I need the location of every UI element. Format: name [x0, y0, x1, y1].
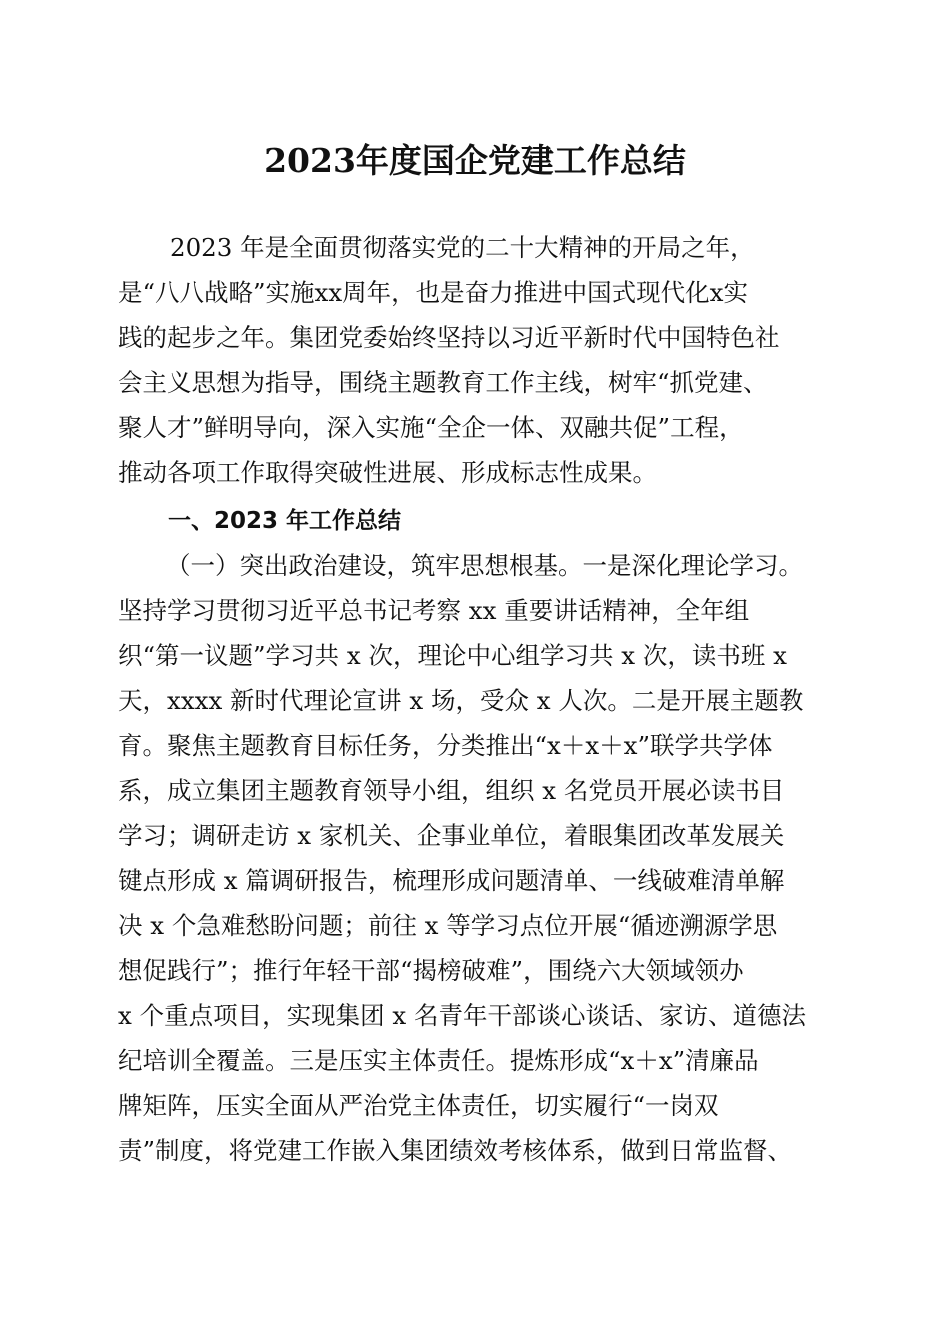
paragraph-1-line-4: 会主义思想为指导，围绕主题教育工作主线，树牢“抓党建、 — [118, 368, 768, 397]
paragraph-2-line-9: 决 x 个急难愁盼问题；前往 x 等学习点位开展“循迹溯源学思 — [118, 911, 778, 940]
paragraph-2-line-11: x 个重点项目，实现集团 x 名青年干部谈心谈话、家访、道德法 — [118, 1001, 806, 1030]
section-heading-1: 一、2023 年工作总结 — [168, 508, 402, 534]
paragraph-1-line-5: 聚人才”鲜明导向，深入实施“全企一体、双融共促”工程， — [118, 413, 744, 442]
paragraph-2-line-14: 责”制度，将党建工作嵌入集团绩效考核体系，做到日常监督、 — [118, 1136, 793, 1165]
paragraph-2-line-6: 系，成立集团主题教育领导小组，组织 x 名党员开展必读书目 — [118, 776, 785, 805]
paragraph-2-line-4: 天，xxxx 新时代理论宣讲 x 场，受众 x 人次。二是开展主题教 — [118, 686, 804, 715]
paragraph-2-line-3: 织“第一议题”学习共 x 次，理论中心组学习共 x 次，读书班 x — [118, 641, 787, 670]
document-title: 2023年度国企党建工作总结 — [264, 141, 686, 180]
paragraph-2-line-1: （一）突出政治建设，筑牢思想根基。一是深化理论学习。 — [166, 551, 803, 580]
paragraph-2-line-13: 牌矩阵，压实全面从严治党主体责任，切实履行“一岗双 — [118, 1091, 719, 1120]
paragraph-1-line-6: 推动各项工作取得突破性进展、形成标志性成果。 — [118, 458, 657, 487]
paragraph-1-line-3: 践的起步之年。集团党委始终坚持以习近平新时代中国特色社 — [118, 323, 780, 352]
paragraph-1-line-2: 是“八八战略”实施xx周年，也是奋力推进中国式现代化x实 — [118, 278, 748, 307]
paragraph-2-line-10: 想促践行”；推行年轻干部“揭榜破难”，围绕六大领域领办 — [118, 956, 744, 985]
paragraph-2-line-7: 学习；调研走访 x 家机关、企事业单位，着眼集团改革发展关 — [118, 821, 785, 850]
paragraph-2-line-12: 纪培训全覆盖。三是压实主体责任。提炼形成“x＋x”清廉品 — [118, 1046, 759, 1075]
paragraph-2-line-2: 坚持学习贯彻习近平总书记考察 xx 重要讲话精神，全年组 — [118, 596, 750, 625]
paragraph-1-line-1: 2023 年是全面贯彻落实党的二十大精神的开局之年， — [170, 233, 755, 262]
paragraph-2-line-5: 育。聚焦主题教育目标任务，分类推出“x＋x＋x”联学共学体 — [118, 731, 773, 760]
paragraph-2-line-8: 键点形成 x 篇调研报告，梳理形成问题清单、一线破难清单解 — [118, 866, 785, 895]
